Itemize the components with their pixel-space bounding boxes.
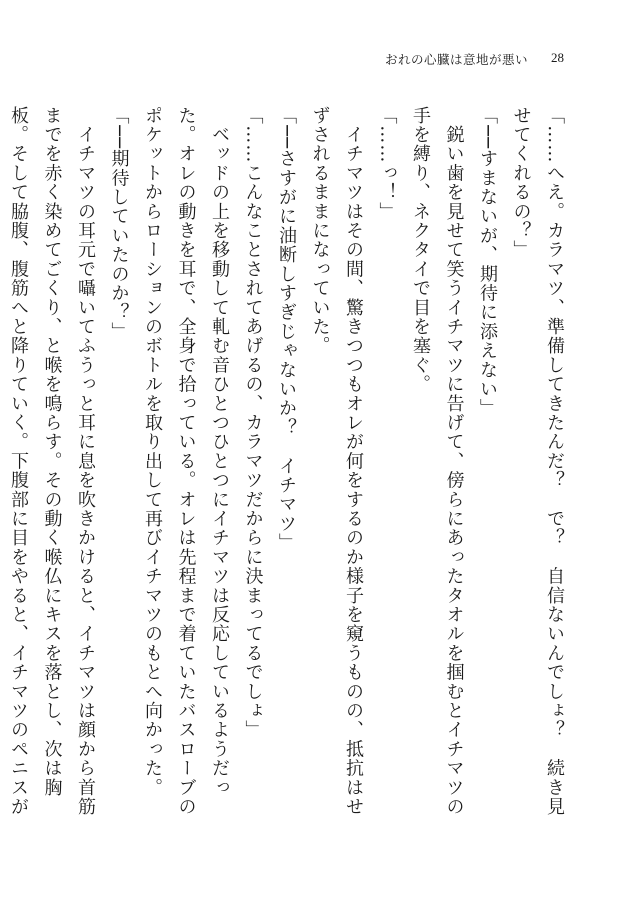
paragraph: 鋭い歯を見せて笑うイチマツに告げて、傍らにあったタオルを掴むとイチマツの手を縛り、ネクタイで目を塞ぐ。 [410, 106, 465, 817]
paragraph: 「──さすがに油断しすぎじゃないか？ イチマツ」 [276, 106, 297, 553]
running-head [0, 50, 636, 70]
book-title: おれの心臓は意地が悪い [384, 52, 528, 67]
paragraph: イチマツはその間、驚きつつもオレが何をするのか様子を窺うものの、抵抗はせずされるままになっていた。 [309, 106, 364, 817]
paragraph: イチマツの耳元で囁いてふうっと耳に息を吹きかけると、イチマツは顔から首筋までを赤く染めてごくり、と喉を鳴らす。その動く喉仏にキスを落とし、次は胸板。そして脇腹、腹筋へと降りていく。下腹部に目をやると、イチマツのペニスが [8, 106, 96, 817]
paragraph: ベッドの上を移動して軋む音ひとつひとつにイチマツは反応しているようだった。オレの動きを耳で、全身で拾っている。オレは先程まで着ていたバスローブのポケットからローションのボトルを取り出して再びイチマツのもとへ向かった。 [142, 106, 230, 817]
paragraph: 「……っ！」 [376, 106, 398, 222]
paragraph: 「……へえ。カラマツ、準備してきたんだ？ で？ 自信ないんでしょ？ 続き見せてくれるの？」 [510, 106, 565, 817]
paragraph: 「──期待していたのか？」 [108, 106, 130, 342]
body-text [8, 106, 571, 826]
paragraph: 「──すまないが、期待に添えない」 [477, 106, 498, 419]
paragraph: 「……こんなことされてあげるの、カラマツだからに決まってるでしょ」 [242, 106, 264, 740]
page-number: 28 [551, 50, 564, 65]
